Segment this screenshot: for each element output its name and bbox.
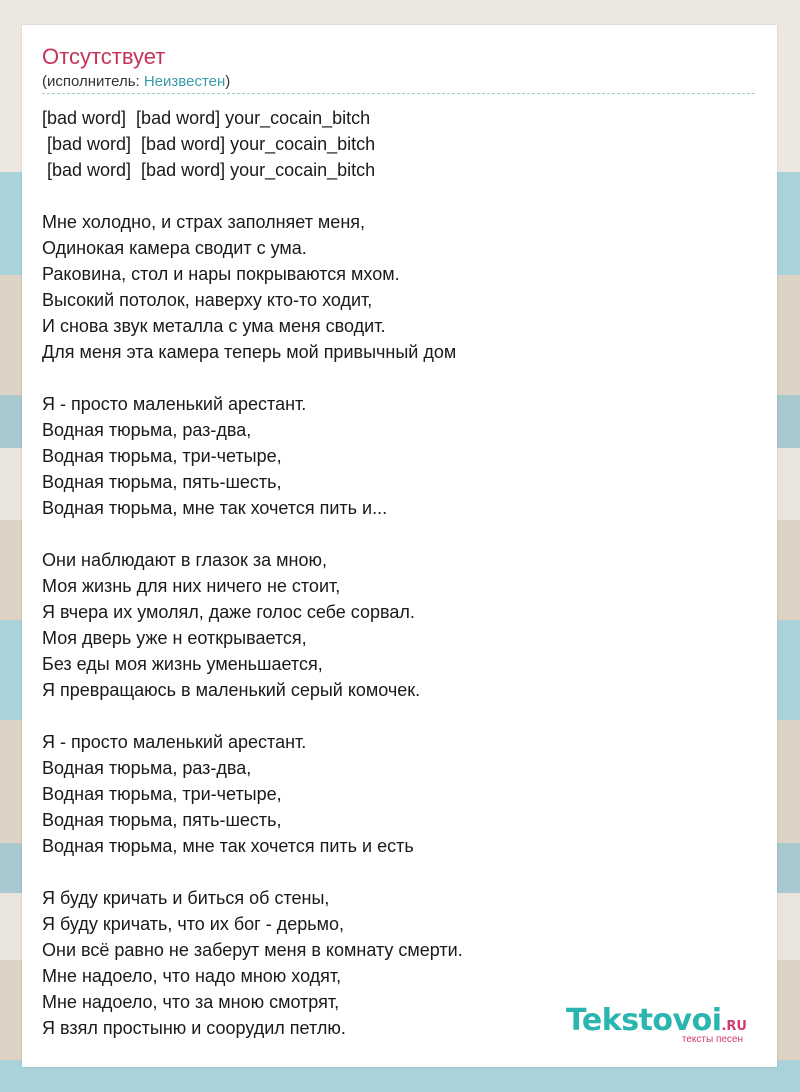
lyrics-line: Мне надоело, что надо мною ходят,: [42, 966, 342, 986]
lyrics-line: Я буду кричать, что их бог - дерьмо,: [42, 914, 345, 934]
logo-wordmark: Tekstovoi: [565, 1003, 722, 1038]
lyrics-line: Без еды моя жизнь уменьшается,: [42, 654, 323, 674]
lyrics-line: Водная тюрьма, пять-шесть,: [42, 472, 282, 492]
lyrics-line: Я - просто маленький арестант.: [42, 394, 307, 414]
lyrics-line: [bad word] [bad word] your_cocain_bitch: [42, 108, 371, 128]
song-title: Отсутствует: [42, 44, 166, 69]
lyrics-line: Я превращаюсь в маленький серый комочек.: [42, 680, 421, 700]
divider: [42, 93, 755, 94]
artist-suffix: ): [225, 73, 231, 90]
lyrics-line: Водная тюрьма, раз-два,: [42, 758, 252, 778]
lyrics-line: Я вчера их умолял, даже голос себе сорвал.: [42, 602, 415, 622]
lyrics-line: Мне холодно, и страх заполняет меня,: [42, 212, 366, 232]
lyrics-line: Мне надоело, что за мною смотрят,: [42, 992, 340, 1012]
lyrics-line: Водная тюрьма, пять-шесть,: [42, 810, 282, 830]
lyrics-line: Они всё равно не заберут меня в комнату смерти.: [42, 940, 463, 960]
lyrics-line: [bad word] [bad word] your_cocain_bitch: [42, 134, 376, 154]
lyrics-line: Я взял простыню и соорудил петлю.: [42, 1018, 346, 1038]
lyrics-blank-line: [42, 365, 755, 391]
lyrics-line: [bad word] [bad word] your_cocain_bitch: [42, 160, 376, 180]
lyrics-blank-line: [42, 521, 755, 547]
artist-link[interactable]: Неизвестен: [143, 73, 226, 90]
lyrics-line: Моя жизнь для них ничего не стоит,: [42, 576, 341, 596]
lyrics-line: Водная тюрьма, мне так хочется пить и есть: [42, 836, 414, 856]
lyrics-line: Водная тюрьма, три-четыре,: [42, 446, 282, 466]
site-logo[interactable]: [566, 1005, 747, 1045]
lyrics-blank-line: [42, 859, 755, 885]
lyrics-line: Водная тюрьма, мне так хочется пить и...: [42, 498, 388, 518]
lyrics-line: Высокий потолок, наверху кто-то ходит,: [42, 290, 373, 310]
lyrics-line: И снова звук металла с ума меня сводит.: [42, 316, 386, 336]
lyrics-line: Я буду кричать и биться об стены,: [42, 888, 330, 908]
lyrics-line: Одинокая камера сводит с ума.: [42, 238, 307, 258]
lyrics-card: [22, 25, 777, 1067]
artist-line: [42, 72, 230, 92]
lyrics-line: Я - просто маленький арестант.: [42, 732, 307, 752]
lyrics-blank-line: [42, 703, 755, 729]
lyrics-line: Для меня эта камера теперь мой привычный дом: [42, 342, 457, 362]
artist-prefix: (исполнитель:: [42, 73, 144, 90]
lyrics-line: Моя дверь уже н еоткрывается,: [42, 628, 307, 648]
logo-domain: .RU: [721, 1019, 747, 1034]
lyrics-blank-line: [42, 183, 755, 209]
lyrics-text: [42, 105, 755, 1041]
lyrics-line: Водная тюрьма, три-четыре,: [42, 784, 282, 804]
lyrics-line: Раковина, стол и нары покрываются мхом.: [42, 264, 400, 284]
lyrics-line: Они наблюдают в глазок за мною,: [42, 550, 327, 570]
lyrics-line: Водная тюрьма, раз-два,: [42, 420, 252, 440]
logo-tagline: тексты песен: [681, 1034, 743, 1045]
